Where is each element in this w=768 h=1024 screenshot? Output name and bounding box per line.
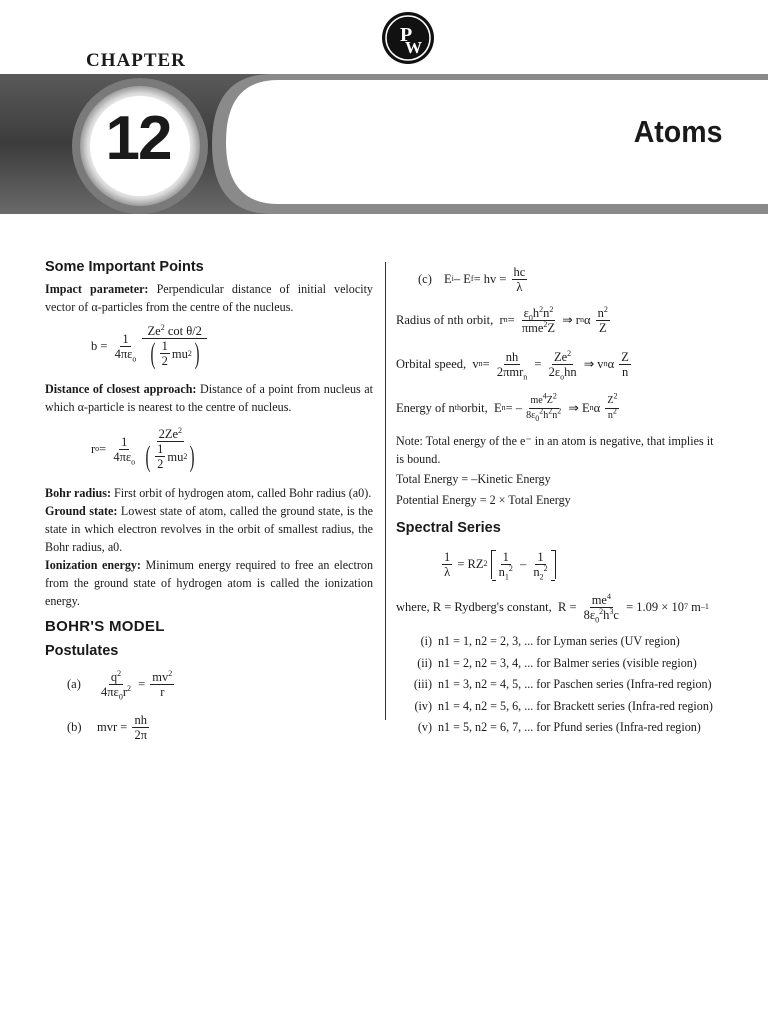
chapter-label: CHAPTER	[86, 50, 186, 71]
list-item: (iii) n1 = 3, n2 = 4, 5, ... for Paschen series (Infra-red region)	[413, 677, 712, 691]
section-title: Some Important Points	[45, 259, 204, 275]
list-item: (iv) n1 = 4, n2 = 5, 6, ... for Brackett series (Infra-red region)	[414, 698, 713, 713]
orbit-radius-formula: Radius of nth orbit, r n = $\frac{\varepsilon_0h^2n^2}{\pi me^2Z}$ ⇒ r n α $\frac{n^2}{Z}$	[396, 304, 608, 335]
list-item: (ii) n1 = 2, n2 = 3, 4, ... for Balmer series (visible region)	[417, 655, 697, 670]
potential-energy-relation: Potential Energy = 2 × Total Energy	[396, 493, 571, 507]
ground-state-definition: Ground state: Lowest state of atom, called the ground state, is the state in which electron revolves in the orbit of smallest radius, the Bohr radius, a0.	[45, 504, 373, 554]
rydberg-constant: where, R = Rydberg's constant, R = $\frac{me^4}{8\varepsilon_0^2h^3c}$ = 1.09 × 10 7 m –1	[396, 591, 709, 624]
rydberg-formula: $\frac{1}{\lambda}$ = RZ 2 $\frac{1}{n_1^2}$ – $\frac{1}{n_2^2}$	[440, 543, 724, 585]
total-energy-relation: Total Energy = –Kinetic Energy	[396, 472, 551, 486]
chapter-title: Atoms	[633, 114, 722, 149]
postulate-c-formula: (c) E i – E f = hv = $\frac{hc}{\lambda}$	[418, 264, 526, 294]
svg-text:P: P	[400, 24, 413, 46]
list-item: (i) n1 = 1, n2 = 2, 3, ... for Lyman series (UV region)	[420, 634, 680, 648]
bound-note: Note: Total energy of the e⁻ in an atom is negative, that implies it is bound.	[396, 434, 714, 466]
bohr-radius-definition: Bohr radius: First orbit of hydrogen atom, called Bohr radius (a0).	[45, 486, 372, 500]
pw-logo	[381, 11, 435, 65]
orbit-energy-formula: Energy of n th orbit, E n = – $\frac{me^4Z^2}{8\varepsilon_0^2h^2n^2}$ ⇒ E n α $\frac{Z^2}{n^2}$	[396, 391, 618, 423]
postulates-title: Postulates	[45, 643, 119, 659]
left-column	[45, 258, 373, 746]
spectral-series-title: Spectral Series	[396, 520, 501, 536]
closest-approach-definition: Distance of closest approach: Distance of a point from nucleus at which α-particle is nearest to the centre of nucleus.	[45, 382, 373, 414]
svg-text:W: W	[405, 38, 422, 57]
ionization-energy-definition: Ionization energy: Minimum energy required to free an electron from the ground state of hydrogen atom is called the ionization energy.	[45, 558, 374, 608]
closest-approach-formula: r o = $\frac{1}{4\pi\varepsilon_o}$ 2Ze$^2$ ( $\frac{1}{2}$ mu 2 )	[91, 424, 373, 474]
postulate-a-formula: (a) $\frac{q^2}{4\pi\varepsilon_0r^2}$ = $\frac{mv^2}{r}$	[67, 668, 173, 701]
list-item: (v) n1 = 5, n2 = 6, 7, ... for Pfund series (Infra-red region)	[417, 720, 701, 734]
bohr-model-title: BOHR'S MODEL	[45, 618, 165, 635]
spectral-series-list	[396, 631, 724, 739]
orbital-speed-formula: Orbital speed, v n = $\frac{nh}{2\pi mr_n}$ = $\frac{Ze^2}{2\varepsilon_ohn}$ ⇒ v n α $\frac{Z}{n}$	[396, 348, 629, 381]
impact-parameter-definition: Impact parameter: Perpendicular distance of initial velocity vector of α-particles from the centre of the nucleus.	[45, 282, 373, 314]
postulate-b-formula: (b) mvr = $\frac{nh}{2\pi}$	[67, 712, 147, 742]
column-divider	[385, 262, 386, 720]
chapter-number: 12	[105, 104, 171, 173]
right-column	[396, 262, 724, 739]
impact-parameter-formula: b = $\frac{1}{4\pi\varepsilon_o}$ Ze$^2$ cot θ/2 ( $\frac{1}{2}$ mu 2 )	[91, 324, 373, 368]
